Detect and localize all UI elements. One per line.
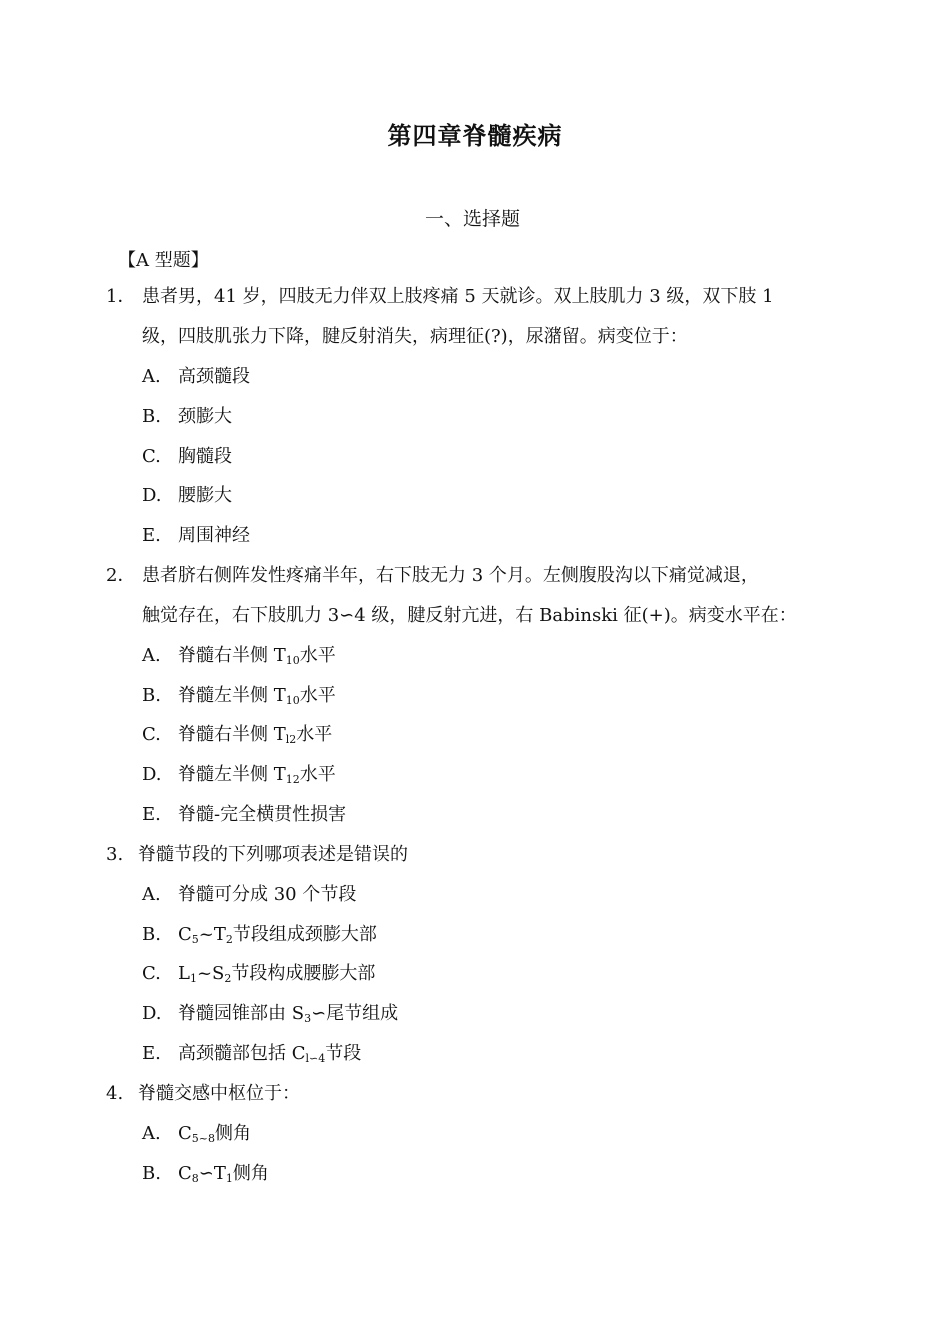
option-text: 脊髓左半侧 T	[178, 685, 286, 706]
option-text: 脊髓园锥部由 S	[178, 1003, 305, 1024]
question-3-option-b	[142, 923, 377, 947]
question-number: 3.	[106, 844, 124, 865]
section-heading: 一、选择题	[425, 208, 521, 230]
option-text-mid: ~S	[196, 963, 225, 984]
subscript: 5~8	[191, 1132, 215, 1145]
question-3-option-a	[142, 883, 356, 907]
option-letter: A.	[142, 1123, 161, 1144]
option-text-mid: ∽T	[198, 1163, 226, 1184]
question-2-line-2: 触觉存在，右下肢肌力 3∽4 级，腱反射亢进，右 Babinski 征(+)。病变水平在：	[142, 605, 797, 626]
question-3-option-e	[142, 1042, 361, 1066]
option-text-suffix: 侧角	[215, 1123, 251, 1144]
option-letter: E.	[142, 1043, 161, 1064]
question-1-option-b	[142, 405, 232, 429]
option-letter: D.	[142, 485, 162, 506]
option-text-suffix: 节段	[325, 1043, 362, 1064]
option-text: 周围神经	[178, 525, 250, 546]
option-text: 脊髓左半侧 T	[178, 764, 286, 785]
subscript: 3	[304, 1012, 312, 1025]
question-number: 1．	[106, 286, 136, 307]
question-2-option-d	[142, 763, 336, 787]
option-letter: C.	[142, 963, 161, 984]
question-3-option-d	[142, 1002, 398, 1026]
subscript: 5	[191, 933, 199, 946]
subscript: l2	[285, 733, 297, 746]
subscript: 8	[191, 1172, 199, 1185]
option-letter: A.	[142, 366, 161, 387]
option-text: 脊髓-完全横贯性损害	[178, 804, 347, 825]
option-text-suffix: ∽尾节组成	[311, 1003, 399, 1024]
question-3-option-c	[142, 962, 375, 986]
question-1-option-c	[142, 445, 232, 469]
subscript: 10	[285, 694, 300, 707]
option-text-mid: ~T	[198, 924, 226, 945]
option-letter: A.	[142, 884, 161, 905]
option-text-suffix: 侧角	[232, 1163, 269, 1184]
question-2-option-a	[142, 644, 336, 668]
subscript: 1	[189, 972, 197, 985]
subscript: 2	[224, 972, 232, 985]
subscript: 1	[225, 1172, 233, 1185]
option-text: 脊髓可分成 30 个节段	[178, 884, 357, 905]
option-text: C	[178, 1163, 192, 1184]
option-letter: B.	[142, 924, 161, 945]
question-1-line-1	[106, 285, 774, 309]
option-text: C	[178, 924, 192, 945]
question-3-line-1	[106, 843, 408, 867]
question-text: 脊髓交感中枢位于：	[138, 1083, 300, 1104]
question-type-label: 【A 型题】	[118, 250, 209, 271]
question-1-option-e	[142, 524, 250, 548]
option-text-suffix: 节段构成腰膨大部	[231, 963, 376, 984]
option-letter: B.	[142, 685, 161, 706]
question-4-option-a	[142, 1122, 251, 1146]
question-number: 2．	[106, 565, 136, 586]
option-text: 高颈髓段	[178, 366, 250, 387]
subscript: 12	[285, 773, 300, 786]
option-text: 腰膨大	[178, 485, 232, 506]
question-number: 4.	[106, 1083, 124, 1104]
question-2-line-1	[106, 564, 759, 588]
subscript: l∽4	[305, 1052, 326, 1065]
option-letter: E.	[142, 525, 161, 546]
question-text: 患者脐右侧阵发性疼痛半年，右下肢无力 3 个月。左侧腹股沟以下痛觉减退，	[142, 565, 759, 586]
option-text-suffix: 水平	[299, 685, 336, 706]
question-2-option-e	[142, 803, 346, 827]
option-text-suffix: 水平	[299, 764, 336, 785]
question-1-option-d	[142, 484, 232, 508]
option-text-suffix: 节段组成颈膨大部	[232, 924, 377, 945]
option-text: 颈膨大	[178, 406, 232, 427]
question-4-line-1	[106, 1082, 300, 1106]
option-letter: B.	[142, 1163, 161, 1184]
option-text: 胸髓段	[178, 446, 232, 467]
question-1-option-a	[142, 365, 250, 389]
question-4-option-b	[142, 1162, 269, 1186]
option-text-suffix: 水平	[299, 645, 336, 666]
question-2-option-c	[142, 723, 332, 747]
option-letter: D.	[142, 1003, 162, 1024]
option-letter: C.	[142, 446, 161, 467]
option-letter: E.	[142, 804, 161, 825]
option-text-suffix: 水平	[296, 724, 333, 745]
option-text: L	[178, 963, 190, 984]
option-letter: A.	[142, 645, 161, 666]
question-1-line-2: 级，四肢肌张力下降，腱反射消失，病理征(?)，尿潴留。病变位于：	[142, 326, 688, 347]
subscript: 10	[285, 654, 300, 667]
option-text: 高颈髓部包括 C	[178, 1043, 306, 1064]
question-2-option-b	[142, 684, 336, 708]
option-letter: C.	[142, 724, 161, 745]
option-letter: D.	[142, 764, 162, 785]
option-text: 脊髓右半侧 T	[178, 724, 286, 745]
subscript: 2	[225, 933, 233, 946]
question-text: 脊髓节段的下列哪项表述是错误的	[138, 844, 408, 865]
question-text: 患者男，41 岁，四肢无力伴双上肢疼痛 5 天就诊。双上肢肌力 3 级，双下肢 1	[142, 286, 774, 307]
option-text: C	[178, 1123, 192, 1144]
option-text: 脊髓右半侧 T	[178, 645, 286, 666]
option-letter: B.	[142, 406, 161, 427]
chapter-title: 第四章脊髓疾病	[387, 122, 563, 150]
